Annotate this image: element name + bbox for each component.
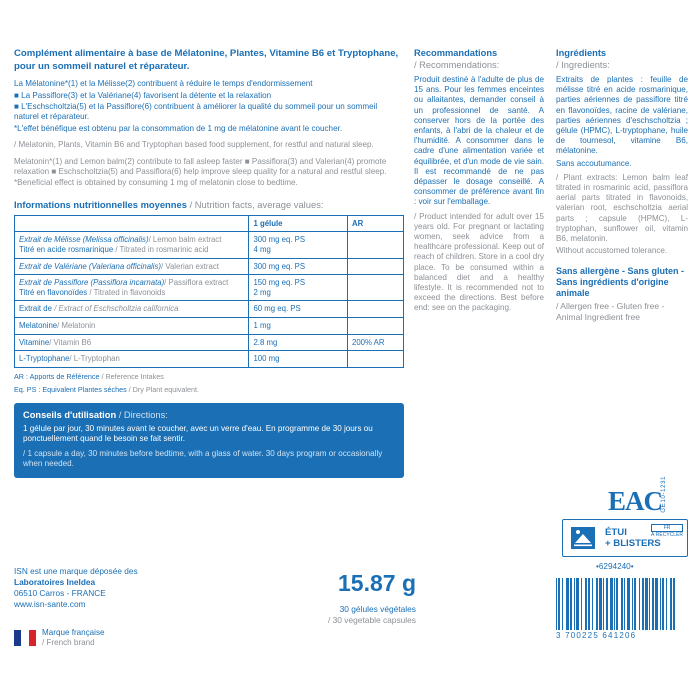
net-weight: 15.87 g bbox=[338, 570, 416, 596]
caps-fr: 30 gélules végétales bbox=[339, 604, 416, 614]
row3-ar bbox=[347, 301, 403, 318]
footnote-eqps: Eq. PS : Equivalent Plantes séches / Dry Plant equivalent. bbox=[14, 384, 199, 394]
fr-recycle-tag bbox=[651, 524, 683, 538]
etui-line-1: ÉTUI bbox=[605, 526, 627, 538]
nutrition-table bbox=[14, 215, 404, 368]
intro-fr-line-2: ■ La Passiflore(3) et la Valériane(4) favorisent la détente et la relaxation bbox=[14, 90, 272, 100]
ingredients-title: Ingrédients / Ingredients: bbox=[556, 48, 610, 70]
nutrition-title bbox=[14, 199, 404, 210]
barcode-number: 3 700225 641206 bbox=[556, 631, 637, 640]
th-ar: AR bbox=[347, 215, 403, 232]
table-row bbox=[15, 334, 404, 351]
row0-dose-1: 300 mg eq. PS bbox=[253, 235, 306, 245]
row3-dose: 60 mg eq. PS bbox=[249, 301, 348, 318]
row1-ar bbox=[347, 258, 403, 275]
row2-ar bbox=[347, 275, 403, 301]
row0-dose-2: 4 mg bbox=[253, 245, 271, 255]
eac-text: EAC bbox=[608, 486, 663, 516]
table-header-row bbox=[15, 215, 404, 232]
row0-ar bbox=[347, 232, 403, 258]
french-brand-row bbox=[14, 628, 105, 648]
nutrition-title-en: / Nutrition facts, average values: bbox=[189, 198, 324, 210]
row4-ar bbox=[347, 318, 403, 335]
row4-dose: 1 mg bbox=[249, 318, 348, 335]
table-row bbox=[15, 232, 404, 258]
ingredients-fr-note: Sans accoutumance. bbox=[556, 158, 632, 168]
french-flag-icon bbox=[14, 630, 36, 646]
brand-line-3: 06510 Carros - FRANCE bbox=[14, 588, 106, 598]
eac-mark bbox=[608, 486, 663, 518]
recycle-bin-icon bbox=[563, 521, 603, 555]
th-blank bbox=[15, 215, 249, 232]
ingredients-column bbox=[556, 48, 688, 322]
flag-label-en: / French brand bbox=[42, 638, 95, 647]
directions-title: Conseils d'utilisation / Directions: bbox=[23, 409, 168, 420]
brand-line-2: Laboratoires Ineldea bbox=[14, 577, 96, 587]
fr-tag-text: À RECYCLER bbox=[651, 532, 683, 538]
row5-name: Vitamine/ Vitamin B6 bbox=[19, 337, 92, 347]
th-dose: 1 gélule bbox=[249, 215, 348, 232]
intro-en-footnote: *Beneficial effect is obtained by consuming 1 mg of melatonin close to bedtime. bbox=[14, 178, 298, 188]
directions-en: / 1 capsule a day, 30 minutes before bedtime, with a glass of water. 30 days program or occasionally when needed. bbox=[23, 448, 383, 468]
table-row bbox=[15, 275, 404, 301]
row2-dose-2: 2 mg bbox=[253, 287, 271, 297]
intro-fr-line-1: La Mélatonine*(1) et la Mélisse(2) contribuent à réduire le temps d'endormissement bbox=[14, 79, 313, 89]
directions-fr: 1 gélule par jour, 30 minutes avant le coucher, avec un verre d'eau. En programme de 30 jours ou ponctuellement quand le besoin se fait sentir. bbox=[23, 423, 373, 444]
recycling-info-box bbox=[562, 519, 688, 557]
row1-dose: 300 mg eq. PS bbox=[249, 258, 348, 275]
recommendations-column bbox=[414, 48, 544, 314]
recommendations-en: / Product intended for adult over 15 years old. For pregnant or lactating women, seek advice from a healthcare professional. Keep out of reach of children. Store in a cool dry place. To be consumed within a balanced diet and a healthy lifestyle. It is recommended not to exceed the directions. Best before end: see on the packaging. bbox=[414, 211, 544, 313]
row0-sub: Titré en acide rosmarinique / Titrated in rosmarinic acid bbox=[19, 245, 209, 255]
table-row bbox=[15, 258, 404, 275]
row6-dose: 100 mg bbox=[249, 351, 348, 368]
recommendations-title: Recommandations / Recommendations: bbox=[414, 48, 500, 70]
french-brand-label bbox=[42, 628, 105, 648]
fr-tag-country: FR bbox=[651, 524, 683, 532]
recommendations-fr: Produit destiné à l'adulte de plus de 15 ans. Pour les femmes enceintes ou allaitantes, demander conseil à un professionnel de santé. A conserver hors de la portée des enfants, à l'abri de la chaleur et de l'humidité. A consommer dans le cadre d'une alimentation variée et équilibrée, et d'un mode de vie sain. Il est recommandé de ne pas dépasser le dosage conseillé. A consommer de préférence avant fin : voir sur l'emballage. bbox=[414, 75, 544, 207]
ingredients-en: / Plant extracts: Lemon balm leaf titrated in rosmarinic acid, passiflora aerial parts titrated in flavonoids, valerian root, eschscholtzia aerial parts ; capsule (HPMC), L-tryptophan, sunflower oil, vitamin B6, melatonin. bbox=[556, 172, 688, 244]
directions-box bbox=[14, 403, 404, 479]
nutrition-title-fr: Informations nutritionnelles moyennes bbox=[14, 198, 187, 210]
row3-name: Extrait de / Extract of Eschscholtzia californica bbox=[19, 304, 179, 314]
allergen-fr: Sans allergène - Sans gluten - Sans ingrédients d'origine animale bbox=[556, 266, 685, 299]
intro-en-line-2: Melatonin*(1) and Lemon balm(2) contribute to fall asleep faster ■ Passiflora(3) and Valerian(4) promote relaxation ■ Eschscholtzia(5) and Passiflora(6) help improve sleep quality for a natural and restful sleep. bbox=[14, 156, 387, 177]
vertical-code: GE10-1231 bbox=[660, 476, 667, 513]
footnote-ar: AR : Apports de Référence / Reference Intakes bbox=[14, 371, 164, 381]
row0-name-fr: Extrait de Mélisse (Melissa officinalis)/ Lemon balm extract bbox=[19, 235, 222, 245]
row2-sub: Titré en flavonoïdes / Titrated in flavonoids bbox=[19, 287, 166, 297]
row2-name: Extrait de Passiflore (Passiflora incarnata)/ Passiflora extract bbox=[19, 278, 229, 288]
etui-line-2: + BLISTERS bbox=[605, 538, 661, 549]
lot-code: •6294240• bbox=[596, 562, 634, 571]
ingredients-en-note: Without accustomed tolerance. bbox=[556, 246, 668, 256]
brand-website[interactable]: www.isn-sante.com bbox=[14, 599, 86, 609]
table-row bbox=[15, 351, 404, 368]
intro-fr-footnote: *L'effet bénéfique est obtenu par la consommation de 1 mg de mélatonine avant le coucher. bbox=[14, 123, 343, 133]
flag-label-fr: Marque française bbox=[42, 628, 105, 637]
row5-dose: 2.8 mg bbox=[249, 334, 348, 351]
row6-ar bbox=[347, 351, 403, 368]
allergen-en: / Allergen free - Gluten free - Animal Ingredient free bbox=[556, 301, 665, 322]
row2-dose-1: 150 mg eq. PS bbox=[253, 278, 306, 288]
caps-en: / 30 vegetable capsules bbox=[328, 614, 416, 625]
intro-fr-line-3: ■ L'Eschscholtzia(5) et la Passiflore(6) contribuent à améliorer la qualité du sommeil pour un sommeil naturel et réparateur. bbox=[14, 102, 378, 122]
ingredients-fr: Extraits de plantes : feuille de mélisse titré en acide rosmarinique, parties aériennes de passiflore titré en flavonoïdes, racine de valériane, parties aériennes d'eschscholtzia ; gélule (HPMC), L-tryptophane, huile de tournesol, vitamine B6, mélatonine. bbox=[556, 75, 688, 156]
row5-ar: 200% AR bbox=[347, 334, 403, 351]
row4-name: Melatonine/ Melatonin bbox=[19, 321, 96, 330]
row1-name: Extrait de Valériane (Valeriana officinalis)/ Valerian extract bbox=[19, 261, 219, 271]
table-row bbox=[15, 318, 404, 335]
intro-en-line-1: / Melatonin, Plants, Vitamin B6 and Tryptophan based food supplement, for restful and natural sleep. bbox=[14, 140, 374, 150]
left-column bbox=[14, 48, 404, 478]
row6-name: L-Tryptophane/ L-Tryptophan bbox=[19, 354, 120, 364]
headline: Complément alimentaire à base de Mélatonine, Plantes, Vitamine B6 et Tryptophane, pour un sommeil naturel et réparateur. bbox=[14, 48, 399, 72]
table-row bbox=[15, 301, 404, 318]
capsule-count bbox=[266, 604, 416, 625]
brand-line-1: ISN est une marque déposée des bbox=[14, 566, 138, 576]
